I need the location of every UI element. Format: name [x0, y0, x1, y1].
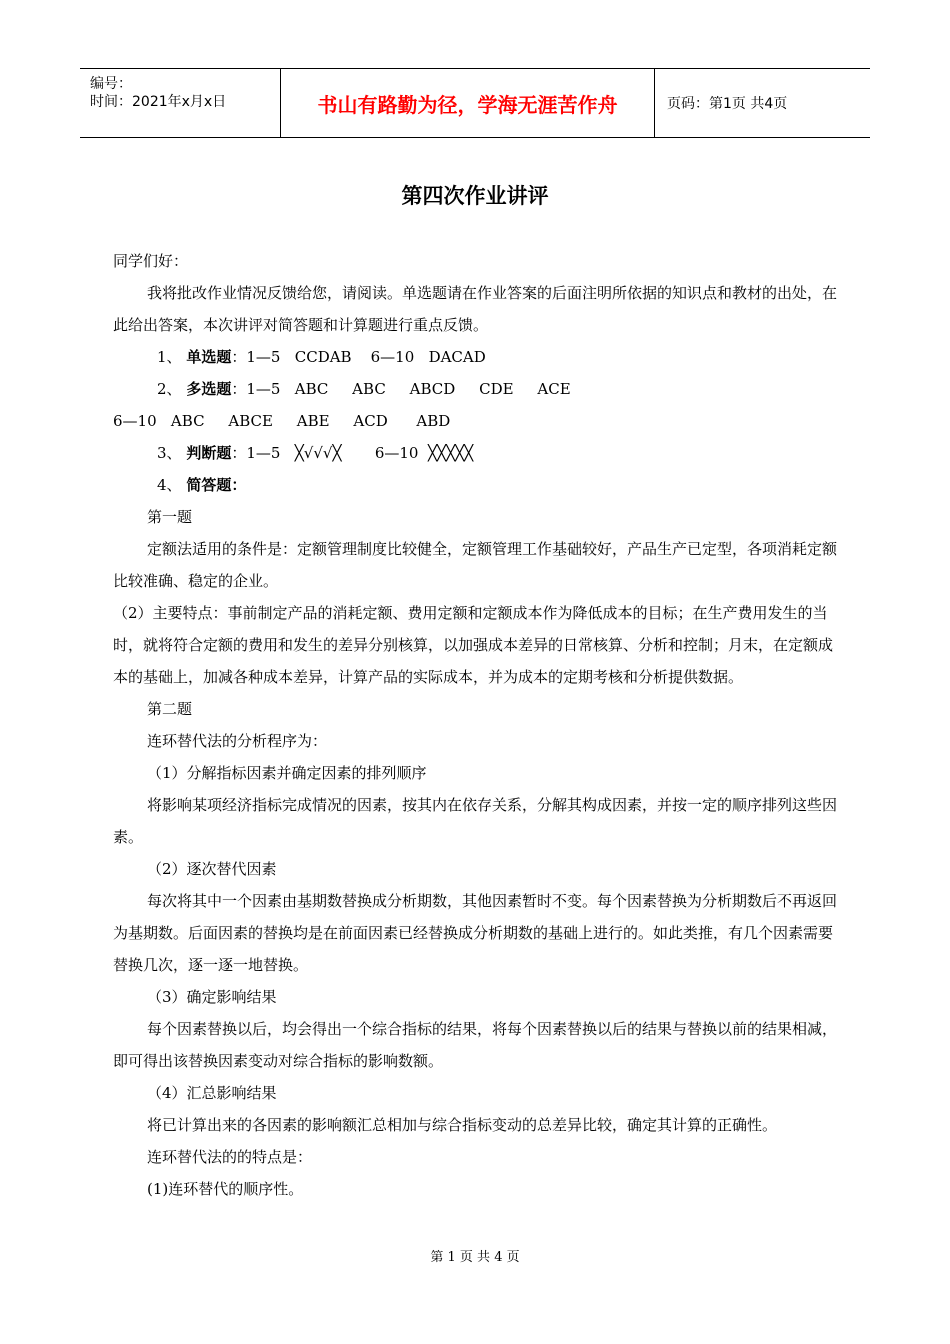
document-body [113, 245, 838, 1205]
q1-number: 1、 [157, 348, 182, 366]
intro-paragraph: 我将批改作业情况反馈给您，请阅读。单选题请在作业答案的后面注明所依据的知识点和教材的出处，在此给出答案，本次讲评对简答题和计算题进行重点反馈。 [113, 284, 838, 334]
page-footer: 第 1 页 共 4 页 [430, 1250, 520, 1265]
greeting: 同学们好： [113, 252, 189, 270]
header-motto: 书山有路勤为径，学海无涯苦作舟 [281, 69, 655, 137]
paragraph-3: 连环替代法的分析程序为： [147, 732, 328, 750]
time-label: 时间：2021年x月x日 [90, 94, 227, 110]
short-answer-heading [113, 469, 838, 501]
q1-label: 单选题 [186, 348, 232, 366]
paragraph-9: (1)连环替代的顺序性。 [147, 1180, 304, 1198]
q4-colon: ： [231, 476, 247, 494]
q4-number: 4、 [157, 476, 182, 494]
paragraph-1: 定额法适用的条件是：定额管理制度比较健全，定额管理工作基础较好，产品生产已定型，各项消耗定额比较准确、稳定的企业。 [113, 540, 838, 590]
paragraph-8: 连环替代法的的特点是： [147, 1148, 313, 1166]
page-header [80, 68, 870, 138]
paragraph-2: （2）主要特点：事前制定产品的消耗定额、费用定额和定额成本作为降低成本的目标；在生产费用发生的当时，就将符合定额的费用和发生的差异分别核算，以加强成本差异的日常核算、分析和控制；月末，在定额成本的基础上，加减各种成本差异，计算产品的实际成本，并为成本的定期考核和分析提供数据。 [113, 604, 834, 686]
q1-answers: ：1—5 CCDAB 6—10 DACAD [231, 348, 486, 366]
q2-label: 多选题 [186, 380, 232, 398]
paragraph-4: 将影响某项经济指标完成情况的因素，按其内在依存关系，分解其构成因素，并按一定的顺序排列这些因素。 [113, 796, 838, 846]
step-3-heading: （3）确定影响结果 [147, 988, 277, 1006]
q3-answers: ：1—5 ╳√√√╳ 6—10 ╳╳╳╳╳ [231, 444, 474, 462]
q3-number: 3、 [157, 444, 182, 462]
first-question-heading: 第一题 [147, 508, 193, 526]
step-1-heading: （1）分解指标因素并确定因素的排列顺序 [147, 764, 427, 782]
multi-choice-answers-continued: 6—10 ABC ABCE ABE ACD ABD [113, 412, 451, 430]
paragraph-7: 将已计算出来的各因素的影响额汇总相加与综合指标变动的总差异比较，确定其计算的正确性。 [147, 1116, 778, 1134]
q2-number: 2、 [157, 380, 182, 398]
number-label: 编号： [90, 76, 132, 92]
true-false-answers [113, 437, 838, 469]
multi-choice-answers [113, 373, 838, 405]
paragraph-6: 每个因素替换以后，均会得出一个综合指标的结果，将每个因素替换以后的结果与替换以前的结果相减，即可得出该替换因素变动对综合指标的影响数额。 [113, 1020, 838, 1070]
header-meta [80, 69, 281, 137]
q2-answers: ：1—5 ABC ABC ABCD CDE ACE [231, 380, 571, 398]
document-title: 第四次作业讲评 [401, 184, 549, 208]
step-2-heading: （2）逐次替代因素 [147, 860, 277, 878]
second-question-heading: 第二题 [147, 700, 193, 718]
paragraph-5: 每次将其中一个因素由基期数替换成分析期数，其他因素暂时不变。每个因素替换为分析期数后不再返回为基期数。后面因素的替换均是在前面因素已经替换成分析期数的基础上进行的。如此类推，有几个因素需要替换几次，逐一逐一地替换。 [113, 892, 838, 974]
step-4-heading: （4）汇总影响结果 [147, 1084, 277, 1102]
header-page-info: 页码：第1页 共4页 [667, 96, 788, 112]
q4-label: 简答题 [186, 476, 232, 494]
single-choice-answers [113, 341, 838, 373]
q3-label: 判断题 [186, 444, 232, 462]
